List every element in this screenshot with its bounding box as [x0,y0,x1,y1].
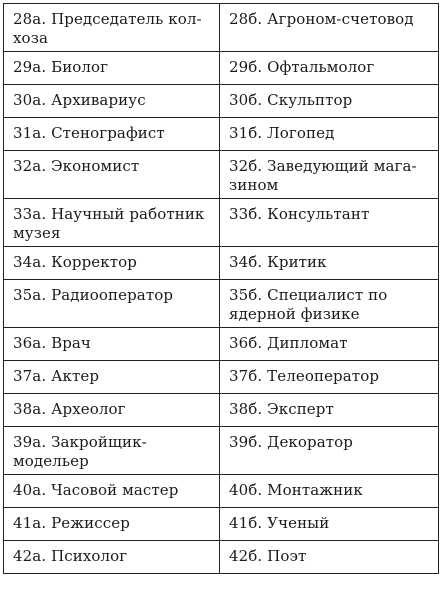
option-b-text: 38б. Эксперт [229,400,334,418]
option-a-text: 37а. Актер [13,367,100,385]
option-a-cell [4,118,220,151]
option-a-cell [4,280,220,328]
option-b-cell [220,361,439,394]
option-b-cell [220,4,439,52]
option-a-cell [4,427,220,475]
option-a-text: 35а. Радиооператор [13,286,174,304]
option-a-cell [4,394,220,427]
option-a-text: 42а. Психолог [13,547,128,565]
option-a-text: 34а. Корректор [13,253,137,271]
option-b-text: 32б. Заведующий мага- зином [229,157,417,194]
option-b-text: 40б. Монтажник [229,481,363,499]
option-b-cell [220,52,439,85]
option-b-cell [220,541,439,574]
option-b-cell [220,427,439,475]
option-a-text: 40а. Часовой мастер [13,481,179,499]
table-row [4,328,439,361]
option-a-text: 38а. Археолог [13,400,126,418]
option-b-cell [220,247,439,280]
option-a-text: 41а. Режиссер [13,514,130,532]
option-b-text: 41б. Ученый [229,514,330,532]
option-b-text: 39б. Декоратор [229,433,354,451]
option-a-text: 31а. Стенографист [13,124,165,142]
option-b-text: 42б. Поэт [229,547,307,565]
option-a-cell [4,4,220,52]
option-a-text: 30а. Архивариус [13,91,146,109]
option-a-cell [4,475,220,508]
table-row [4,247,439,280]
option-b-cell [220,199,439,247]
option-b-text: 37б. Телеоператор [229,367,380,385]
table-row [4,4,439,52]
option-b-text: 35б. Специалист по ядерной физике [229,286,388,323]
option-a-cell [4,52,220,85]
option-b-text: 33б. Консультант [229,205,370,223]
option-a-cell [4,199,220,247]
table-row [4,85,439,118]
table-row [4,394,439,427]
option-b-cell [220,85,439,118]
table-row [4,475,439,508]
option-b-text: 30б. Скульптор [229,91,353,109]
table-row [4,361,439,394]
option-b-text: 31б. Логопед [229,124,335,142]
option-a-text: 33а. Научный работник музея [13,205,205,242]
table-row [4,52,439,85]
table-row [4,508,439,541]
option-a-text: 29а. Биолог [13,58,109,76]
option-a-cell [4,508,220,541]
table-row [4,280,439,328]
option-b-cell [220,151,439,199]
professions-table [3,3,439,574]
option-a-cell [4,85,220,118]
option-a-text: 39а. Закройщик- модельер [13,433,147,470]
option-a-cell [4,151,220,199]
option-b-cell [220,280,439,328]
option-a-cell [4,328,220,361]
option-a-text: 32а. Экономист [13,157,140,175]
option-b-text: 36б. Дипломат [229,334,348,352]
option-a-text: 36а. Врач [13,334,91,352]
option-a-cell [4,361,220,394]
option-b-text: 29б. Офтальмолог [229,58,375,76]
option-b-cell [220,394,439,427]
option-a-cell [4,541,220,574]
option-b-cell [220,328,439,361]
option-b-text: 34б. Критик [229,253,327,271]
option-a-cell [4,247,220,280]
table-row [4,199,439,247]
table-row [4,427,439,475]
option-b-cell [220,118,439,151]
option-b-text: 28б. Агроном-счетовод [229,10,414,28]
option-b-cell [220,475,439,508]
option-b-cell [220,508,439,541]
table-row [4,151,439,199]
table-row [4,118,439,151]
table-row [4,541,439,574]
option-a-text: 28а. Председатель кол- хоза [13,10,202,47]
